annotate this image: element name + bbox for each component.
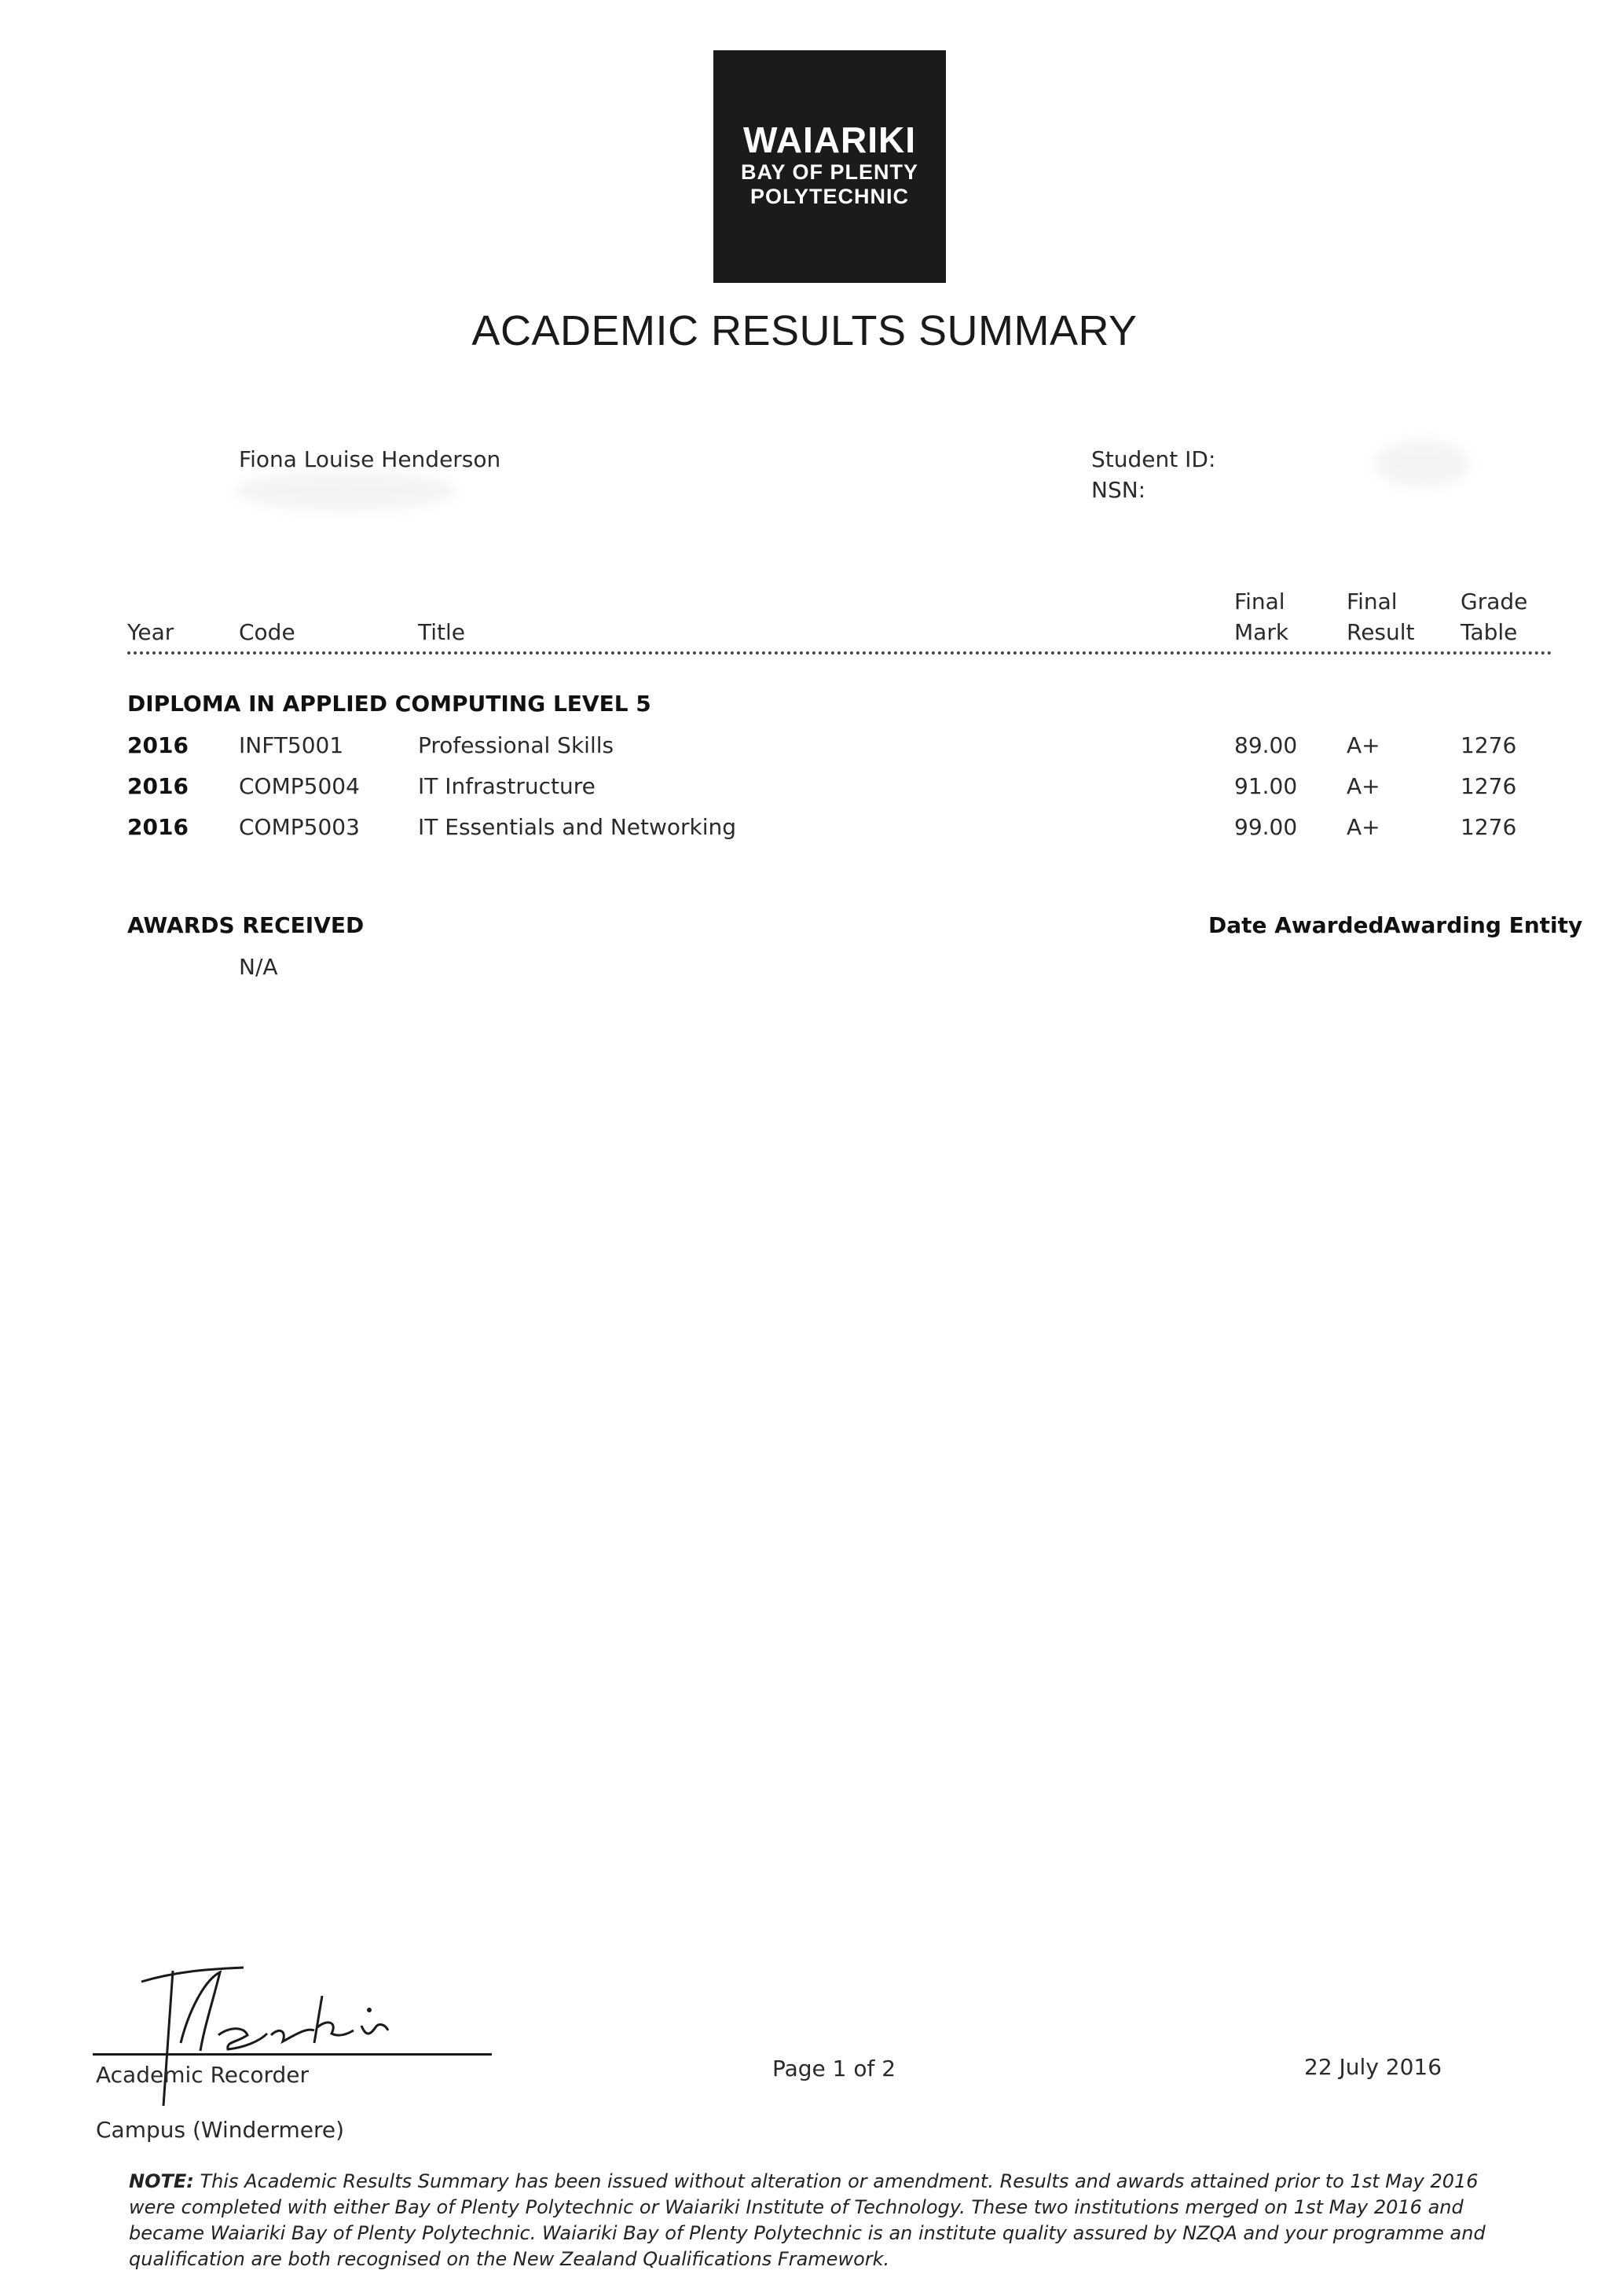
awards-value: N/A [239,954,278,980]
page-number: Page 1 of 2 [772,2056,896,2081]
recorder-label: Academic Recorder [96,2062,310,2088]
row-final-result: A+ [1347,732,1380,758]
logo-line-3: POLYTECHNIC [750,185,910,208]
awarding-entity-header: Awarding Entity [1384,912,1583,938]
campus-label: Campus (Windermere) [96,2117,345,2143]
column-header-final-result-line2: Result [1347,619,1415,645]
column-header-grade-table-line2: Table [1461,619,1518,645]
row-grade-table: 1276 [1461,773,1517,799]
row-year: 2016 [127,773,189,799]
date-awarded-header: Date Awarded [1208,912,1384,938]
row-code: COMP5004 [239,773,360,799]
row-grade-table: 1276 [1461,814,1517,840]
document-title: ACADEMIC RESULTS SUMMARY [471,307,1138,354]
row-code: INFT5001 [239,732,344,758]
row-title: IT Infrastructure [418,773,596,799]
note-text: This Academic Results Summary has been issued without alteration or amendment. Results and awards attained prior to 1st May 2016 were completed with either Bay of Plenty Polytechnic or Waiariki Institute of Technology. These two institutions merged on 1st May 2016 and became Waiariki Bay of Plenty Polytechnic. Waiariki Bay of Plenty Polytechnic is an institute quality assured by NZQA and your programme and qualification are both recognised on the New Zealand Qualifications Framework. [129,2170,1486,2270]
scan-smudge [1375,440,1469,487]
issue-date: 22 July 2016 [1304,2054,1442,2080]
row-final-mark: 91.00 [1234,773,1298,799]
signature-scrawl [126,1949,440,2114]
column-header-final-result-line1: Final [1347,589,1398,614]
note-label: NOTE: [129,2170,194,2192]
student-name: Fiona Louise Henderson [239,446,501,472]
nsn-label: NSN: [1091,477,1146,503]
row-year: 2016 [127,732,189,758]
logo-line-1: WAIARIKI [742,119,917,160]
column-header-final-mark-line2: Mark [1234,619,1289,645]
row-title: Professional Skills [418,732,614,758]
column-header-title: Title [418,619,466,645]
row-code: COMP5003 [239,814,360,840]
row-final-mark: 99.00 [1234,814,1298,840]
footer-note [129,2169,1527,2272]
awards-heading: AWARDS RECEIVED [127,912,365,938]
column-header-final-mark-line1: Final [1234,589,1285,614]
programme-heading: DIPLOMA IN APPLIED COMPUTING LEVEL 5 [127,691,651,717]
scan-smudge [236,471,456,511]
header-divider [127,651,1552,655]
column-header-year: Year [127,619,174,645]
column-header-code: Code [239,619,295,645]
row-final-mark: 89.00 [1234,732,1298,758]
row-title: IT Essentials and Networking [418,814,737,840]
column-header-grade-table-line1: Grade [1461,589,1528,614]
signature-line [93,2053,492,2056]
row-final-result: A+ [1347,773,1380,799]
logo-line-2: BAY OF PLENTY [740,160,919,184]
row-grade-table: 1276 [1461,732,1517,758]
row-year: 2016 [127,814,189,840]
row-final-result: A+ [1347,814,1380,840]
student-id-label: Student ID: [1091,446,1216,472]
institution-logo [713,50,946,283]
